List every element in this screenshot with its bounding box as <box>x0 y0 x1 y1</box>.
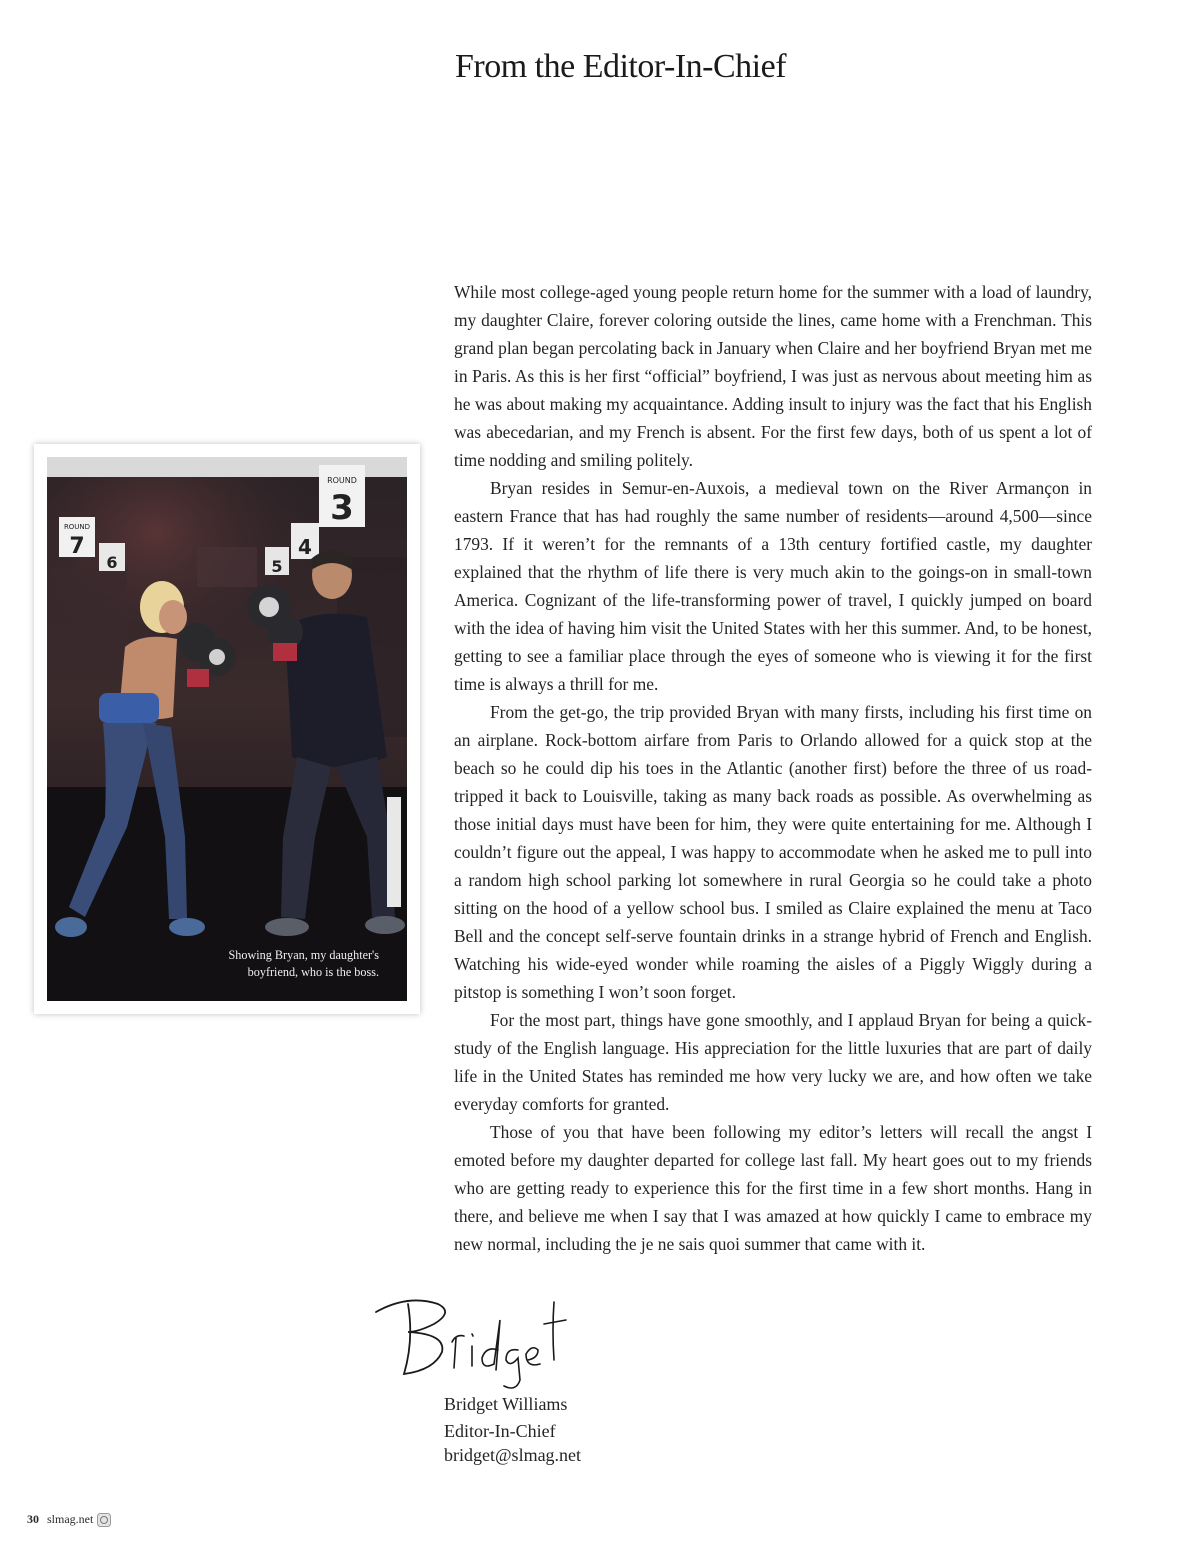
magazine-logo-icon <box>97 1513 111 1527</box>
svg-text:6: 6 <box>106 553 118 572</box>
photo-caption <box>159 947 379 981</box>
round-sign-5 <box>265 547 289 576</box>
editor-role: Editor-In-Chief <box>444 1421 556 1441</box>
boxing-photo <box>47 457 407 1001</box>
article-paragraph: While most college-aged young people return home for the summer with a load of laundry, my daughter Claire, forever coloring outside the lines, came home with a Frenchman. This grand plan began percolating back in January when Claire and her boyfriend Bryan met me in Paris. As this is her first “official” boyfriend, I was just as nervous about meeting him as he was about making my acquaintance. Adding insult to injury was the fact that his English was abecedarian, and my French is absent. For the first few days, both of us spent a lot of time nodding and smiling politely. <box>454 282 1092 470</box>
svg-text:ROUND: ROUND <box>63 523 91 531</box>
article-paragraph: Those of you that have been following my editor’s letters will recall the angst I emoted before my daughter departed for college last fall. My heart goes out to my friends who are getting ready to experience this for the first time in a few short months. Hang in there, and believe me when I say that I was amazed at how quickly I came to embrace my new normal, including the je ne sais quoi summer that came with it. <box>454 1122 1092 1254</box>
editor-name: Bridget Williams <box>444 1394 568 1414</box>
editor-letter-body <box>454 278 1092 1258</box>
svg-text:4: 4 <box>298 535 312 559</box>
page-footer <box>27 1512 111 1527</box>
handwritten-signature <box>368 1290 578 1390</box>
editor-email[interactable]: bridget@slmag.net <box>444 1445 582 1465</box>
round-sign-7 <box>59 517 95 559</box>
page-title: From the Editor-In-Chief <box>455 48 787 85</box>
article-paragraph: For the most part, things have gone smoothly, and I applaud Bryan for being a quick-study of the English language. His appreciation for the little luxuries that are part of daily life in the United States has reminded me how very lucky we are, and how often we take everyday comforts for granted. <box>454 1010 1092 1114</box>
svg-text:3: 3 <box>330 488 354 528</box>
page-number: 30 <box>27 1512 39 1526</box>
caption-line: boyfriend, who is the boss. <box>247 965 379 979</box>
site-url[interactable]: slmag.net <box>47 1512 94 1526</box>
svg-text:5: 5 <box>271 557 283 576</box>
signature-block <box>444 1392 581 1467</box>
boxing-photo-illustration <box>47 457 407 1001</box>
svg-text:7: 7 <box>69 534 85 559</box>
photo-frame <box>34 444 420 1014</box>
article-paragraph: From the get-go, the trip provided Bryan with many firsts, including his first time on an airplane. Rock-bottom airfare from Paris to Orlando allowed for a quick stop at the beach so he could dip his toes in the Atlantic (another first) before the three of us road-tripped it back to Louisville, taking as many back roads as possible. As overwhelming as those initial days must have been for him, they were quite entertaining for me. Although I couldn’t figure out the appeal, I was happy to accommodate when he asked me to pull into a random high school parking lot somewhere in rural Georgia so he could take a photo sitting on the hood of a yellow school bus. I smiled as Claire explained the menu at Taco Bell and the concept self-serve fountain drinks in a strange hybrid of French and English. Watching his wide-eyed wonder while roaming the aisles of a Piggly Wiggly during a pitstop is something I won’t soon forget. <box>454 702 1092 1002</box>
round-sign-3 <box>319 465 365 528</box>
article-paragraph: Bryan resides in Semur-en-Auxois, a medieval town on the River Armançon in eastern France that has had roughly the same number of residents—around 4,500—since 1793. If it weren’t for the remnants of a 13th century fortified castle, my daughter explained that the rhythm of life there is very much akin to the goings-on in small-town America. Cognizant of the life-transforming power of travel, I quickly jumped on board with the idea of having him visit the United States with her this summer. And, to be honest, getting to see a familiar place through the eyes of someone who is viewing it for the first time is always a thrill for me. <box>454 478 1092 694</box>
round-sign-4 <box>291 523 319 559</box>
round-sign-6 <box>99 543 125 572</box>
svg-text:ROUND: ROUND <box>327 476 357 485</box>
caption-line: Showing Bryan, my daughter's <box>228 948 379 962</box>
